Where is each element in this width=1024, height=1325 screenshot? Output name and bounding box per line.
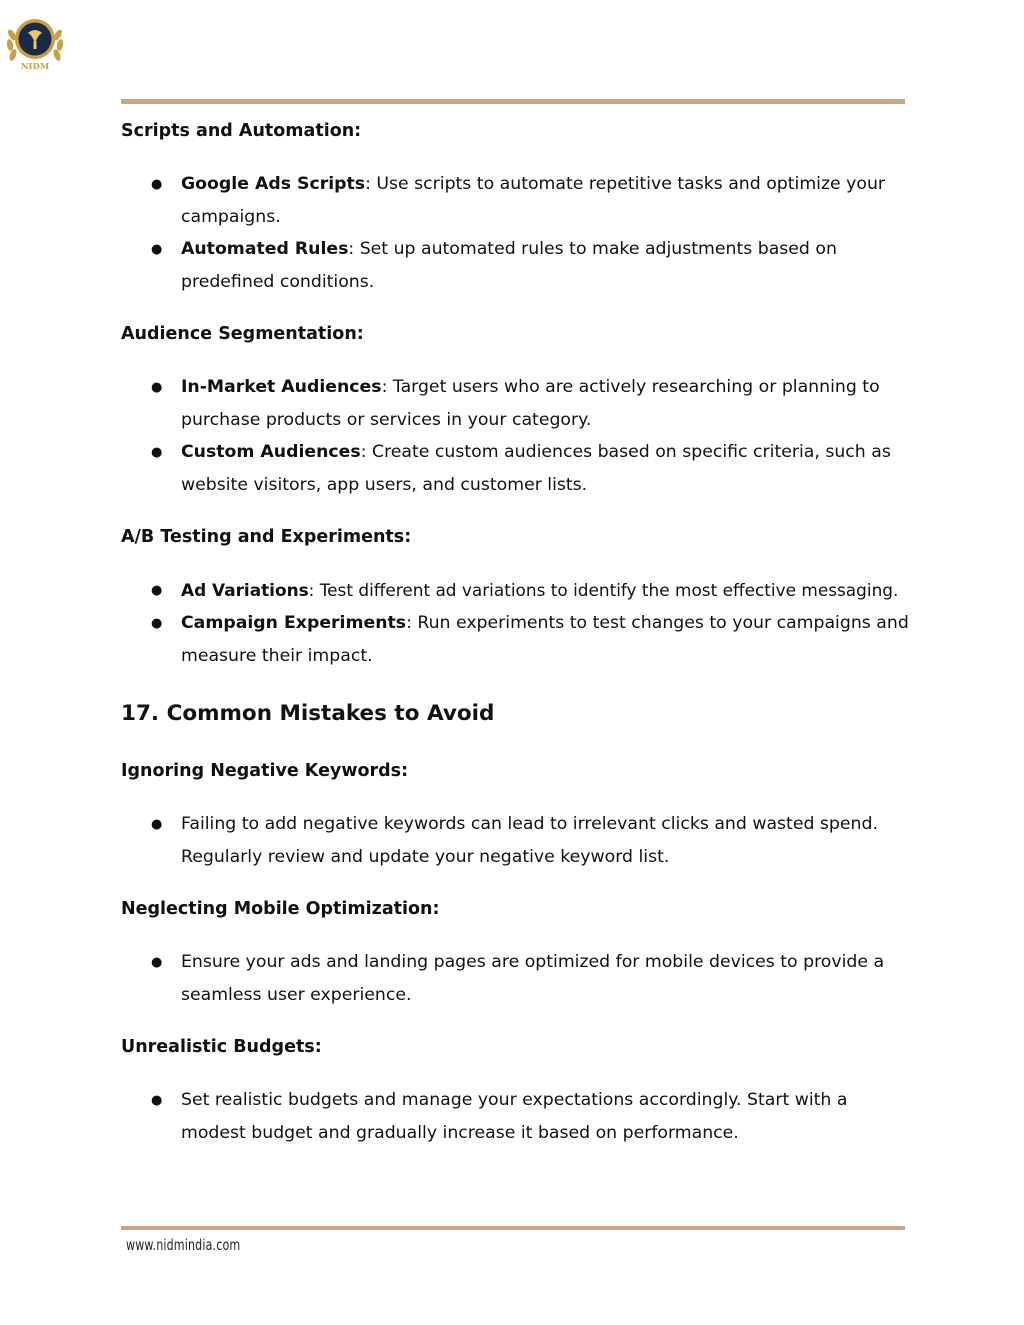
chapter-title: 17. Common Mistakes to Avoid [121, 701, 495, 726]
section-heading-mobile: Neglecting Mobile Optimization: [121, 899, 440, 919]
bullet-icon: ● [151, 616, 163, 631]
item-term: Google Ads Scripts [181, 174, 366, 194]
item-description: Set realistic budgets and manage your expectations accordingly. Start with a modest budget and gradually increase it based on performance. [181, 1090, 848, 1143]
section-heading-ab-testing: A/B Testing and Experiments: [121, 527, 412, 547]
bullet-icon: ● [151, 380, 163, 395]
item-term: Custom Audiences [181, 442, 361, 462]
item-description: : Set up automated rules to make adjustments based on predefined conditions. [181, 239, 837, 292]
item-term: In-Market Audiences [181, 377, 382, 397]
bullet-icon: ● [151, 955, 163, 970]
bullet-icon: ● [151, 1093, 163, 1108]
item-term: Ad Variations [181, 580, 309, 600]
item-term: Campaign Experiments [181, 613, 407, 633]
nidm-logo [4, 9, 66, 73]
bullet-icon: ● [151, 445, 163, 460]
item-description: : Create custom audiences based on specific criteria, such as website visitors, app users, and customer lists. [181, 442, 891, 495]
bullet-icon: ● [151, 177, 163, 192]
bullet-icon: ● [151, 817, 163, 832]
item-description: : Target users who are actively researching or planning to purchase products or services in your category. [181, 377, 880, 430]
bullet-icon: ● [151, 583, 163, 598]
bullet-icon: ● [151, 242, 163, 257]
item-description: : Run experiments to test changes to your campaigns and measure their impact. [181, 613, 909, 666]
header-rule [121, 99, 905, 104]
svg-text:NIDM: NIDM [20, 62, 50, 72]
item-term: Automated Rules [181, 239, 349, 259]
item-description: Failing to add negative keywords can lead to irrelevant clicks and wasted spend. Regularly review and update your negative keyword list. [181, 814, 878, 867]
section-heading-scripts: Scripts and Automation: [121, 121, 362, 141]
section-heading-negative-keywords: Ignoring Negative Keywords: [121, 761, 409, 781]
item-description: : Use scripts to automate repetitive tasks and optimize your campaigns. [181, 174, 886, 227]
section-heading-budgets: Unrealistic Budgets: [121, 1037, 322, 1057]
footer-url: www.nidmindia.com [126, 1236, 241, 1254]
item-description: Ensure your ads and landing pages are optimized for mobile devices to provide a seamless user experience. [181, 952, 885, 1005]
section-heading-audience: Audience Segmentation: [121, 324, 364, 344]
item-description: : Test different ad variations to identify the most effective messaging. [308, 580, 899, 600]
footer-rule [121, 1226, 905, 1230]
